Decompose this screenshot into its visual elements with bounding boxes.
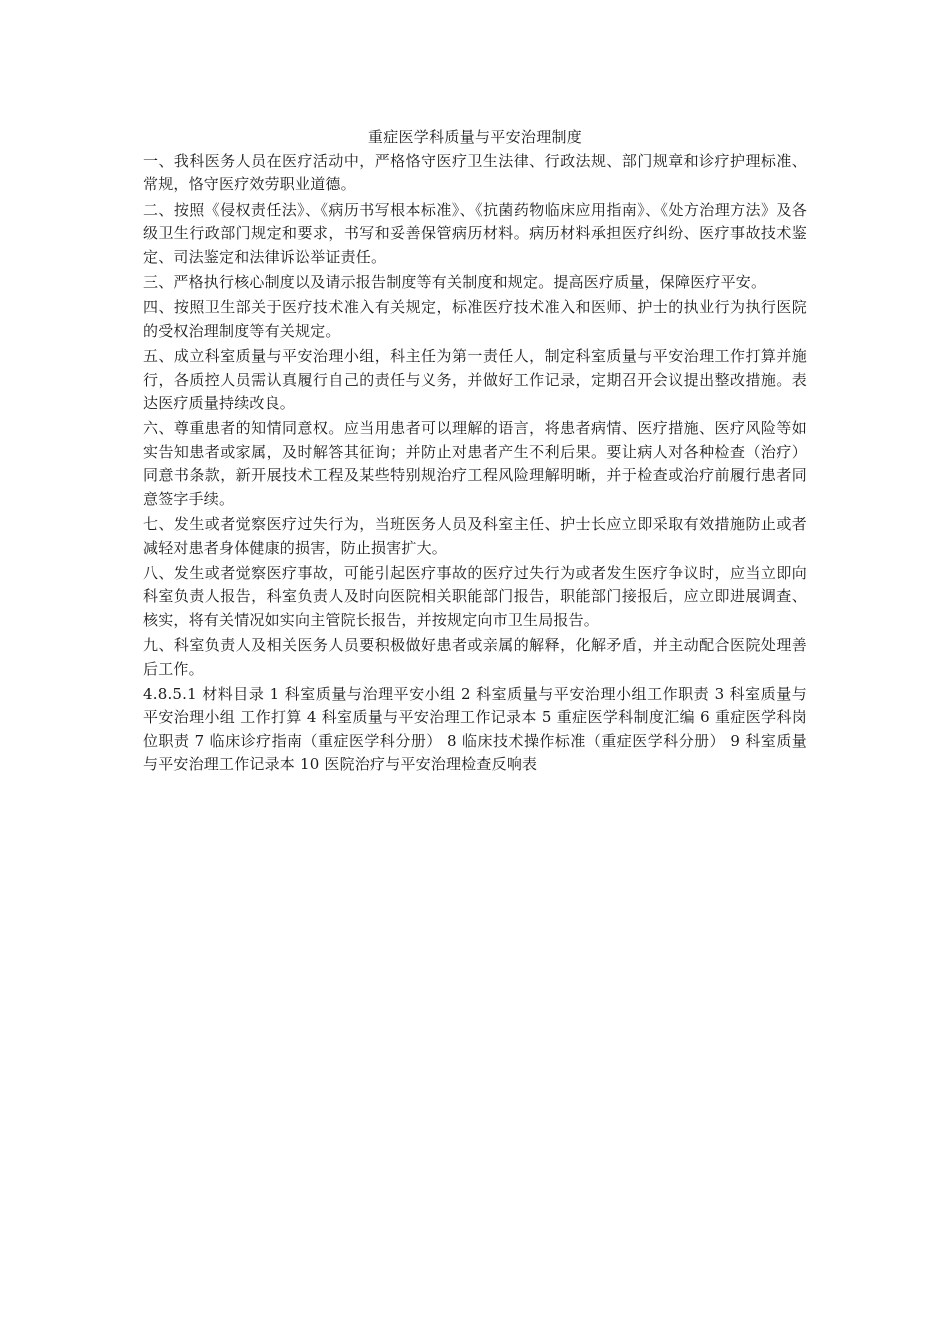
paragraph-3: 三、严格执行核心制度以及请示报告制度等有关制度和规定。提高医疗质量，保障医疗平安。 [143,273,767,292]
paragraph-1: 一、我科医务人员在医疗活动中，严格恪守医疗卫生法律、行政法规、部门规章和诊疗护理标准、常规，恪守医疗效劳职业道德。 [143,152,807,194]
paragraph-6: 六、尊重患者的知情同意权。应当用患者可以理解的语言，将患者病情、医疗措施、医疗风险等如实告知患者或家属，及时解答其征询；并防止对患者产生不利后果。要让病人对各种检查（治疗）同意书条款，新开展技术工程及某些特别规治疗工程风险理解明晰，并于检查或治疗前履行患者同意签字手续。 [143,419,807,508]
paragraph-8: 八、发生或者觉察医疗事故，可能引起医疗事故的医疗过失行为或者发生医疗争议时，应当立即向科室负责人报告，科室负责人及时向医院相关职能部门报告，职能部门接报后，应立即进展调查、核实，将有关情况如实向主管院长报告，并按规定向市卫生局报告。 [143,563,807,629]
document-title: 重症医学科质量与平安治理制度 [367,128,583,146]
paragraph-9: 九、科室负责人及相关医务人员要积极做好患者或亲属的解释，化解矛盾，并主动配合医院处理善后工作。 [143,636,807,678]
document-page [143,126,807,779]
paragraph-4: 四、按照卫生部关于医疗技术准入有关规定，标准医疗技术准入和医师、护士的执业行为执行医院的受权治理制度等有关规定。 [143,298,807,340]
paragraph-5: 五、成立科室质量与平安治理小组，科主任为第一责任人，制定科室质量与平安治理工作打算并施行，各质控人员需认真履行自己的责任与义务，并做好工作记录，定期召开会议提出整改措施。表达医疗质量持续改良。 [143,347,807,413]
paragraph-2: 二、按照《侵权责任法》、《病历书写根本标准》、《抗菌药物临床应用指南》、《处方治理方法》及各级卫生行政部门规定和要求，书写和妥善保管病历材料。病历材料承担医疗纠纷、医疗事故技术鉴定、司法鉴定和法律诉讼举证责任。 [143,200,807,266]
paragraph-7: 七、发生或者觉察医疗过失行为，当班医务人员及科室主任、护士长应立即采取有效措施防止或者减轻对患者身体健康的损害，防止损害扩大。 [143,515,807,557]
materials-list: 4.8.5.1 材料目录 1 科室质量与治理平安小组 2 科室质量与平安治理小组工作职责 3 科室质量与平安治理小组 工作打算 4 科室质量与平安治理工作记录本 5 重症医学科制度汇编 6 重症医学科岗位职责 7 临床诊疗指南（重症医学科分册） 8 临床技术操作标准（重症医学科分册） 9 科室质量与平安治理工作记录本 10 医院治疗与平安治理检查反响表 [143,684,807,774]
